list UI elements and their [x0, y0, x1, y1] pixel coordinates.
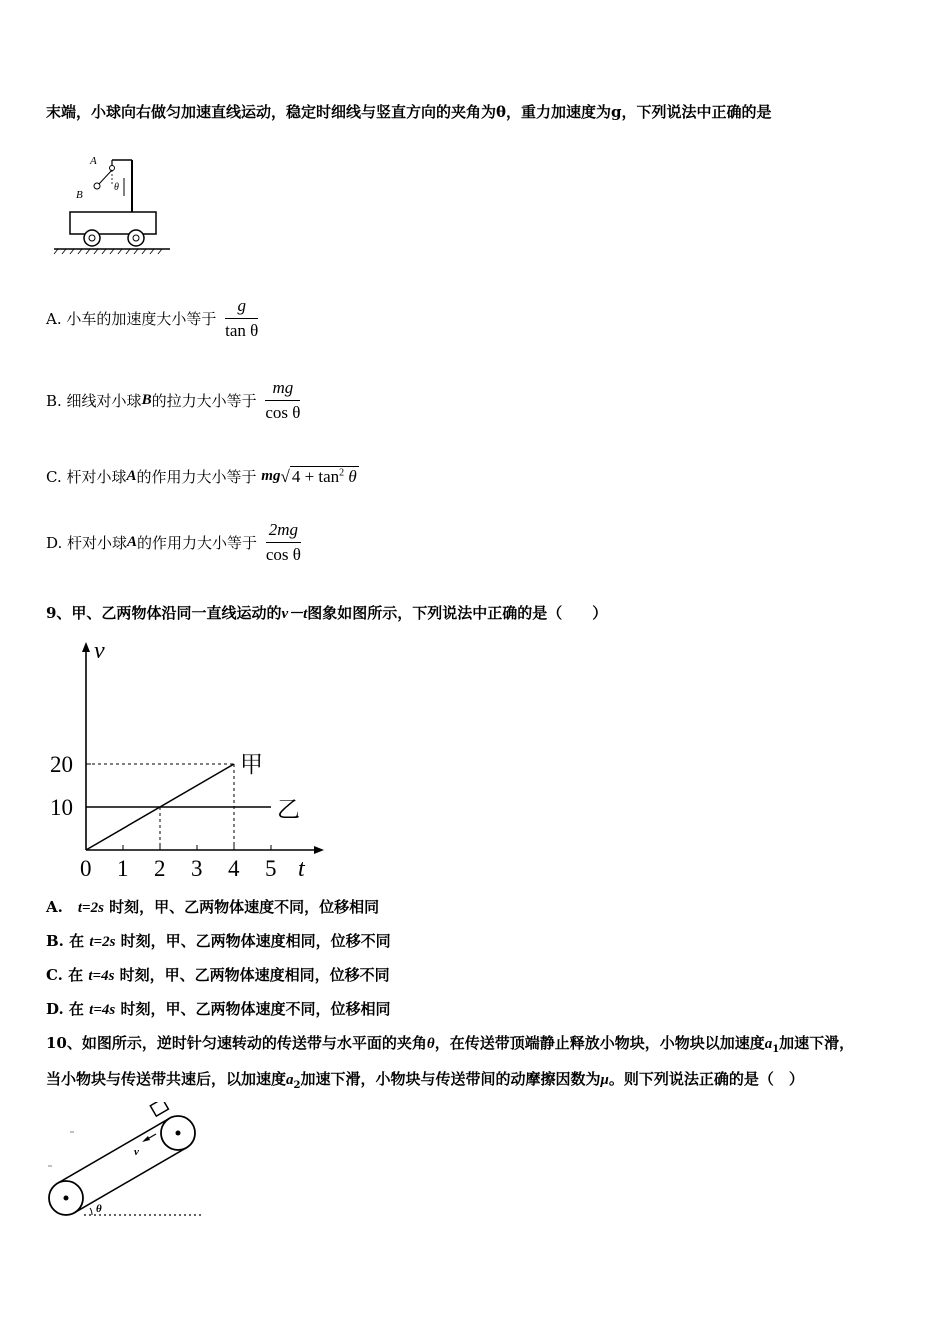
option-b: B. 细线对小球B的拉力大小等于 $\frac{mg}{\text{cos θ}}$ [46, 378, 301, 422]
option-a [46, 296, 258, 341]
option-d-fraction: $\frac{2mg}{\text{cos θ}}$ [265, 520, 301, 564]
y-axis-label: v [94, 638, 105, 664]
label-a: A [90, 155, 97, 167]
question-9-stem: 9、甲、乙两物体沿同一直线运动的v－t图象如图所示，下列说法中正确的是（ ） [46, 604, 608, 622]
q9-option-c: C. 在 t=4s 时刻，甲、乙两物体速度相同，位移不同 [46, 966, 390, 984]
x-tick-label: 2 [154, 856, 166, 881]
question-10-stem-line-1: 10、如图所示，逆时针匀速转动的传送带与水平面的夹角θ，在传送带顶端静止释放小物块，小物块以加速度$a_1$加速下滑， [46, 1034, 855, 1055]
x-tick-label: 0 [80, 856, 92, 881]
option-a-fraction: $\frac{g}{\text{tan θ}}$ [225, 296, 259, 340]
y-tick-label: 20 [50, 752, 73, 777]
series-yi-label: 乙 [277, 797, 300, 822]
cart-wheel-left [84, 230, 100, 246]
ball-a [110, 166, 115, 171]
option-b-fraction: $\frac{mg}{\text{cos θ}}$ [265, 378, 301, 422]
x-axis-label: t [298, 856, 305, 882]
x-tick-label: 3 [191, 856, 203, 881]
x-axis-arrow [314, 846, 324, 854]
series-jia-label: 甲 [240, 752, 263, 777]
conveyor-figure [44, 1102, 208, 1224]
y-axis-arrow [82, 642, 90, 652]
cart-figure [52, 150, 172, 258]
option-a-text: A. 小车的加速度大小等于 [46, 310, 217, 328]
label-theta: θ [114, 182, 119, 193]
x-tick-label: 1 [117, 856, 129, 881]
q9-option-b: B. 在 t=2s 时刻，甲、乙两物体速度相同，位移不同 [46, 932, 391, 950]
vt-chart [40, 638, 330, 884]
q9-option-d: D. 在 t=4s 时刻，甲、乙两物体速度不同，位移相同 [46, 1000, 391, 1018]
angle-label: θ [96, 1203, 102, 1215]
velocity-label: v [134, 1146, 139, 1158]
option-c-mg: mg [261, 468, 281, 484]
question-stem-continuation: 末端，小球向右做匀加速直线运动，稳定时细线与竖直方向的夹角为θ，重力加速度为g，下列说法中正确的是 [46, 103, 772, 121]
q9-option-a: A. t=2s 时刻，甲、乙两物体速度不同，位移相同 [46, 898, 380, 916]
label-b: B [76, 189, 83, 201]
y-tick-label: 10 [50, 795, 73, 820]
question-10-stem-line-2: 当小物块与传送带共速后，以加速度$a_2$加速下滑，小物块与传送带间的动摩擦因数为μ。则下列说法正确的是（ ） [46, 1070, 804, 1091]
block [150, 1102, 168, 1116]
x-tick-label: 4 [228, 856, 240, 881]
option-c: C. 杆对小球A的作用力大小等于 mg√ $4 + \tan^2 \theta$ [46, 466, 357, 486]
x-tick-label: 5 [265, 856, 277, 881]
cart-wheel-right [128, 230, 144, 246]
option-c-sqrt: √ $4 + \tan^2 \theta$ [280, 466, 357, 486]
ball-b [94, 183, 100, 189]
option-d: D. 杆对小球A的作用力大小等于 $\frac{2mg}{\text{cos θ}}$ [46, 520, 301, 564]
